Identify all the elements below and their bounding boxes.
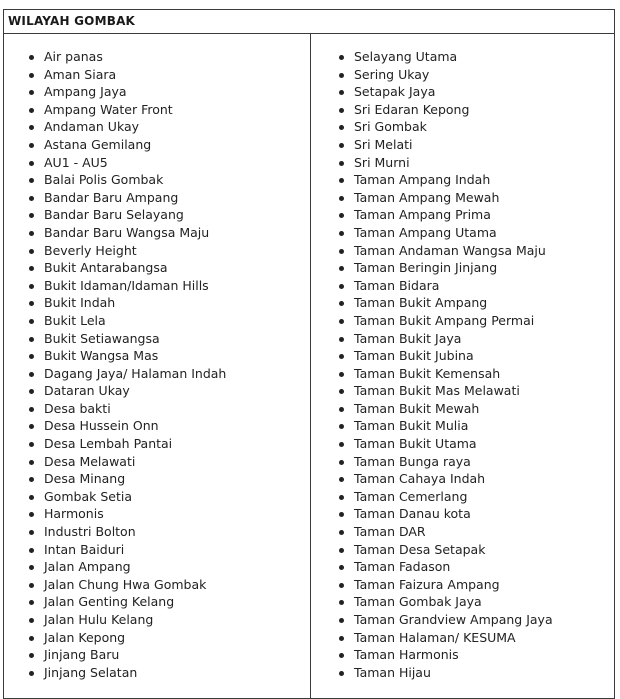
list-item-label: Taman Bukit Ampang: [354, 295, 488, 311]
bullet-icon: [29, 266, 34, 271]
bullet-icon: [29, 636, 34, 641]
list-item: [338, 523, 553, 541]
bullet-icon: [339, 90, 344, 95]
list-item: [338, 66, 553, 84]
list-item-label: Desa Lembah Pantai: [44, 436, 173, 452]
bullet-icon: [29, 600, 34, 605]
list-item: [28, 558, 226, 576]
bullet-icon: [29, 213, 34, 218]
bullet-icon: [339, 231, 344, 236]
list-item: [28, 118, 226, 136]
bullet-icon: [29, 55, 34, 60]
bullet-icon: [339, 653, 344, 658]
list-item: [338, 417, 553, 435]
bullet-icon: [29, 108, 34, 113]
list-item-label: Taman Bukit Jaya: [354, 330, 462, 346]
list-item: [28, 611, 226, 629]
list-item-label: Desa bakti: [44, 400, 111, 416]
list-item-label: Taman Desa Setapak: [354, 541, 486, 557]
list-item-label: Jalan Kepong: [44, 629, 126, 645]
list-item-label: Taman Ampang Indah: [354, 172, 491, 188]
list-item-label: Taman Ampang Mewah: [354, 189, 500, 205]
list-item-label: Taman Bunga raya: [354, 453, 471, 469]
list-item-label: Sri Murni: [354, 154, 410, 170]
bullet-icon: [29, 442, 34, 447]
bullet-icon: [339, 143, 344, 148]
list-item: [338, 189, 553, 207]
bullet-icon: [339, 301, 344, 306]
list-item: [338, 347, 553, 365]
list-item-label: Taman Bukit Mewah: [354, 400, 480, 416]
list-item-label: Astana Gemilang: [44, 136, 152, 152]
bullet-icon: [339, 319, 344, 324]
bullet-icon: [29, 178, 34, 183]
bullet-icon: [339, 530, 344, 535]
list-item: [338, 646, 553, 664]
bullet-icon: [339, 337, 344, 342]
list-item-label: Dagang Jaya/ Halaman Indah: [44, 365, 227, 381]
list-item-label: Taman Bukit Utama: [354, 436, 477, 452]
list-item-label: Balai Polis Gombak: [44, 172, 164, 188]
list-item-label: Bukit Setiawangsa: [44, 330, 160, 346]
list-item-label: Dataran Ukay: [44, 383, 130, 399]
list-item: [338, 259, 553, 277]
list-item-label: Bukit Wangsa Mas: [44, 348, 159, 364]
list-item-label: Desa Minang: [44, 471, 126, 487]
list-item: [28, 382, 226, 400]
list-item: [28, 470, 226, 488]
bullet-icon: [29, 372, 34, 377]
list-item: [338, 136, 553, 154]
list-item-label: Sri Edaran Kepong: [354, 101, 470, 117]
list-item-label: AU1 - AU5: [44, 154, 108, 170]
list-item-label: Bukit Idaman/Idaman Hills: [44, 277, 209, 293]
bullet-icon: [339, 460, 344, 465]
bullet-icon: [29, 73, 34, 78]
bullet-icon: [339, 477, 344, 482]
list-item: [338, 382, 553, 400]
bullet-icon: [339, 372, 344, 377]
table-title: WILAYAH GOMBAK: [8, 14, 136, 28]
list-item: [338, 558, 553, 576]
list-item: [28, 488, 226, 506]
bullet-icon: [29, 495, 34, 500]
area-table: [3, 9, 615, 699]
list-item-label: Ampang Jaya: [44, 84, 127, 100]
list-item: [338, 154, 553, 172]
list-item-label: Taman Halaman/ KESUMA: [354, 629, 516, 645]
list-item: [28, 347, 226, 365]
bullet-icon: [339, 565, 344, 570]
bullet-icon: [339, 213, 344, 218]
list-item: [28, 593, 226, 611]
bullet-icon: [339, 55, 344, 60]
list-item: [28, 523, 226, 541]
list-item: [338, 224, 553, 242]
list-item-label: Beverly Height: [44, 242, 137, 258]
list-item: [28, 171, 226, 189]
list-item-label: Taman Grandview Ampang Jaya: [354, 612, 553, 627]
list-item: [338, 242, 553, 260]
left-column: [4, 34, 311, 698]
list-item-label: Taman Cemerlang: [354, 488, 468, 504]
list-item-label: Harmonis: [44, 506, 104, 522]
list-item: [28, 505, 226, 523]
list-item: [338, 488, 553, 506]
bullet-icon: [29, 231, 34, 236]
list-item-label: Sri Gombak: [354, 119, 427, 135]
list-item-label: Bandar Baru Ampang: [44, 189, 179, 205]
list-item: [338, 541, 553, 559]
list-item: [338, 470, 553, 488]
list-item-label: Taman Ampang Prima: [354, 207, 491, 223]
list-item-label: Taman Bukit Kemensah: [354, 365, 501, 381]
list-item-label: Bukit Antarabangsa: [44, 260, 168, 276]
list-item: [28, 242, 226, 260]
list-item: [28, 312, 226, 330]
bullet-icon: [29, 424, 34, 429]
list-item-label: Taman DAR: [354, 524, 426, 540]
list-item: [28, 154, 226, 172]
bullet-icon: [29, 337, 34, 342]
list-item: [338, 171, 553, 189]
list-item: [28, 435, 226, 453]
list-item-label: Bandar Baru Wangsa Maju: [44, 224, 210, 240]
list-item: [28, 646, 226, 664]
list-item: [338, 277, 553, 295]
list-item-label: Ampang Water Front: [44, 101, 173, 117]
list-item-label: Taman Andaman Wangsa Maju: [354, 242, 546, 258]
list-item: [338, 576, 553, 594]
list-item-label: Bukit Indah: [44, 295, 116, 311]
bullet-icon: [339, 108, 344, 113]
right-area-list: [338, 48, 553, 681]
list-item: [338, 435, 553, 453]
list-item-label: Taman Harmonis: [354, 647, 459, 663]
bullet-icon: [339, 618, 344, 623]
list-item: [28, 664, 226, 682]
list-item-label: Industri Bolton: [44, 524, 136, 540]
bullet-icon: [339, 73, 344, 78]
list-item-label: Taman Faizura Ampang: [354, 576, 500, 592]
list-item-label: Taman Bukit Mas Melawati: [354, 383, 520, 399]
list-item-label: Sering Ukay: [354, 66, 430, 82]
list-item: [28, 541, 226, 559]
bullet-icon: [29, 301, 34, 306]
bullet-icon: [339, 442, 344, 447]
bullet-icon: [29, 389, 34, 394]
list-item-label: Bandar Baru Selayang: [44, 207, 184, 223]
list-item-label: Desa Melawati: [44, 453, 136, 469]
left-area-list: [28, 48, 226, 681]
bullet-icon: [339, 266, 344, 271]
bullet-icon: [339, 161, 344, 166]
list-item-label: Taman Danau kota: [354, 506, 471, 522]
bullet-icon: [339, 354, 344, 359]
bullet-icon: [339, 636, 344, 641]
list-item-label: Taman Beringin Jinjang: [354, 260, 498, 276]
list-item: [28, 277, 226, 295]
list-item: [28, 101, 226, 119]
bullet-icon: [339, 583, 344, 588]
bullet-icon: [339, 249, 344, 254]
list-item-label: Setapak Jaya: [354, 84, 436, 100]
bullet-icon: [29, 125, 34, 130]
list-item: [28, 294, 226, 312]
list-item-label: Taman Gombak Jaya: [354, 594, 482, 610]
list-item-label: Desa Hussein Onn: [44, 418, 159, 434]
list-item: [28, 629, 226, 647]
bullet-icon: [339, 600, 344, 605]
list-item-label: Taman Ampang Utama: [354, 224, 497, 240]
list-item-label: Air panas: [44, 49, 103, 64]
bullet-icon: [29, 249, 34, 254]
list-item-label: Taman Bukit Ampang Permai: [354, 312, 535, 328]
list-item-label: Taman Bukit Mulia: [354, 418, 469, 434]
bullet-icon: [29, 90, 34, 95]
list-item: [28, 400, 226, 418]
bullet-icon: [339, 407, 344, 412]
list-item-label: Selayang Utama: [354, 49, 458, 64]
list-item-label: Jalan Ampang: [44, 559, 131, 575]
list-item: [338, 330, 553, 348]
bullet-icon: [29, 512, 34, 517]
list-item: [28, 417, 226, 435]
bullet-icon: [29, 671, 34, 676]
list-item-label: Aman Siara: [44, 66, 117, 82]
list-item-label: Jalan Genting Kelang: [44, 594, 175, 610]
list-item: [338, 118, 553, 136]
list-item: [28, 66, 226, 84]
list-item: [28, 48, 226, 66]
list-item: [28, 224, 226, 242]
list-item: [338, 505, 553, 523]
bullet-icon: [339, 389, 344, 394]
list-item: [28, 330, 226, 348]
list-item: [28, 136, 226, 154]
list-item-label: Intan Baiduri: [44, 541, 125, 557]
list-item-label: Taman Cahaya Indah: [354, 471, 486, 487]
bullet-icon: [29, 618, 34, 623]
bullet-icon: [29, 143, 34, 148]
bullet-icon: [339, 424, 344, 429]
right-column: [311, 34, 614, 698]
list-item: [338, 83, 553, 101]
bullet-icon: [339, 548, 344, 553]
bullet-icon: [339, 512, 344, 517]
list-item: [338, 206, 553, 224]
list-item: [28, 83, 226, 101]
list-item: [28, 365, 226, 383]
bullet-icon: [29, 319, 34, 324]
list-item: [338, 593, 553, 611]
bullet-icon: [29, 284, 34, 289]
list-item: [338, 48, 553, 66]
list-item: [28, 189, 226, 207]
bullet-icon: [29, 354, 34, 359]
list-item-label: Jinjang Baru: [44, 647, 120, 663]
bullet-icon: [339, 671, 344, 676]
bullet-icon: [339, 495, 344, 500]
list-item: [338, 365, 553, 383]
list-item-label: Taman Hijau: [354, 664, 431, 680]
list-item-label: Gombak Setia: [44, 488, 132, 504]
list-item: [338, 453, 553, 471]
bullet-icon: [29, 565, 34, 570]
list-item: [28, 259, 226, 277]
bullet-icon: [339, 196, 344, 201]
bullet-icon: [29, 407, 34, 412]
list-item-label: Taman Fadason: [354, 559, 451, 575]
bullet-icon: [29, 530, 34, 535]
list-item: [338, 400, 553, 418]
bullet-icon: [29, 583, 34, 588]
list-item-label: Taman Bidara: [354, 277, 440, 293]
list-item: [338, 664, 553, 682]
list-item-label: Jinjang Selatan: [44, 664, 138, 680]
list-item-label: Bukit Lela: [44, 312, 106, 328]
bullet-icon: [29, 460, 34, 465]
bullet-icon: [29, 161, 34, 166]
bullet-icon: [29, 196, 34, 201]
list-item-label: Sri Melati: [354, 136, 413, 152]
bullet-icon: [339, 178, 344, 183]
list-item: [28, 453, 226, 471]
table-header: [4, 10, 614, 34]
list-item: [28, 576, 226, 594]
list-item-label: Andaman Ukay: [44, 119, 140, 135]
bullet-icon: [29, 477, 34, 482]
list-item: [338, 312, 553, 330]
bullet-icon: [339, 125, 344, 130]
list-item: [338, 629, 553, 647]
list-item: [338, 294, 553, 312]
list-item: [28, 206, 226, 224]
list-item-label: Jalan Hulu Kelang: [44, 612, 154, 627]
list-item: [338, 101, 553, 119]
bullet-icon: [339, 284, 344, 289]
list-item-label: Taman Bukit Jubina: [354, 348, 474, 364]
list-item-label: Jalan Chung Hwa Gombak: [44, 576, 207, 592]
bullet-icon: [29, 548, 34, 553]
list-item: [338, 611, 553, 629]
bullet-icon: [29, 653, 34, 658]
